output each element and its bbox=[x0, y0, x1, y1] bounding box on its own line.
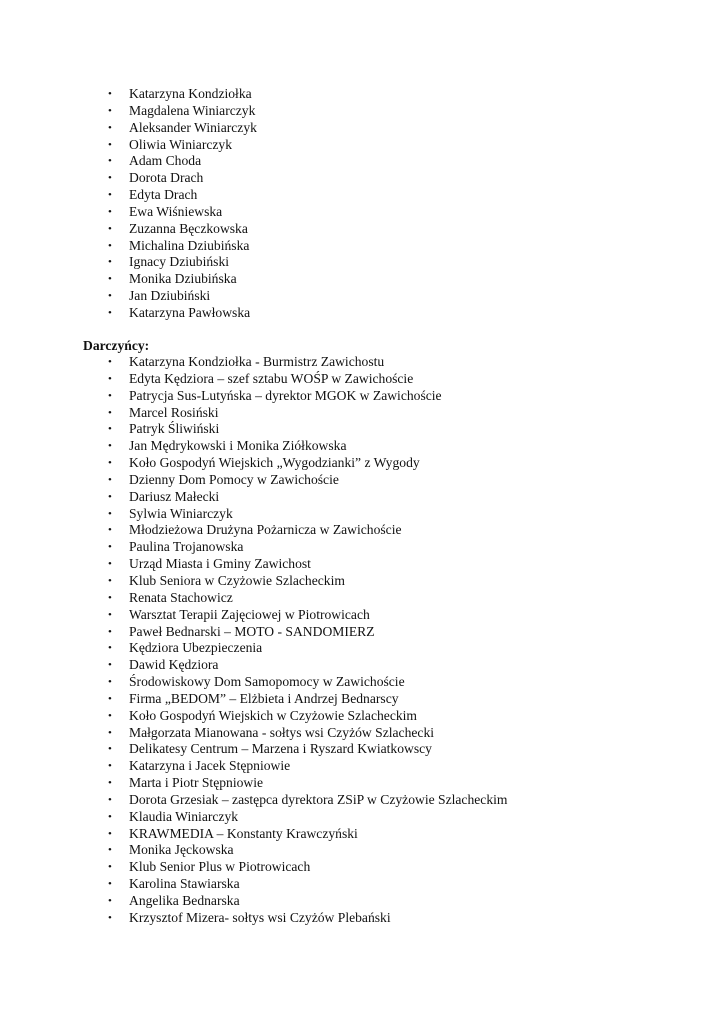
donor-item-text: Małgorzata Mianowana - sołtys wsi Czyżów Szlachecki bbox=[129, 724, 435, 740]
bullet-icon: • bbox=[108, 574, 112, 587]
participant-item bbox=[108, 288, 257, 305]
participant-item-text: Edyta Drach bbox=[129, 187, 198, 203]
participant-item bbox=[108, 187, 257, 204]
bullet-icon: • bbox=[108, 440, 112, 453]
bullet-icon: • bbox=[108, 524, 112, 537]
donor-item bbox=[108, 388, 507, 405]
bullet-icon: • bbox=[108, 642, 112, 655]
participant-item bbox=[108, 204, 257, 221]
donor-item-text: Dorota Grzesiak – zastępca dyrektora ZSiP w Czyżowie Szlacheckim bbox=[129, 791, 508, 807]
donor-item bbox=[108, 691, 507, 708]
donor-item bbox=[108, 741, 507, 758]
donor-item bbox=[108, 539, 507, 556]
donor-item-text: Paweł Bednarski – MOTO - SANDOMIERZ bbox=[129, 623, 375, 639]
participant-item bbox=[108, 170, 257, 187]
participant-item-text: Jan Dziubiński bbox=[129, 288, 211, 304]
donor-item bbox=[108, 573, 507, 590]
donor-item-text: Karolina Stawiarska bbox=[129, 876, 240, 892]
donor-item-text: Klub Senior Plus w Piotrowicach bbox=[129, 859, 311, 875]
bullet-icon: • bbox=[108, 189, 112, 202]
donor-item-text: Katarzyna i Jacek Stępniowie bbox=[129, 758, 291, 774]
donor-item-text: Marta i Piotr Stępniowie bbox=[129, 775, 264, 791]
bullet-icon: • bbox=[108, 709, 112, 722]
donor-item bbox=[108, 607, 507, 624]
donor-item bbox=[108, 775, 507, 792]
donor-item-text: Klaudia Winiarczyk bbox=[129, 808, 239, 824]
bullet-icon: • bbox=[108, 558, 112, 571]
donor-item-text: Dariusz Małecki bbox=[129, 488, 220, 504]
participant-item bbox=[108, 305, 257, 322]
participant-item-text: Katarzyna Kondziołka bbox=[129, 86, 252, 101]
participant-item-text: Michalina Dziubińska bbox=[129, 237, 250, 253]
bullet-icon: • bbox=[108, 457, 112, 470]
donor-item-text: KRAWMEDIA – Konstanty Krawczyński bbox=[129, 825, 358, 841]
bullet-icon: • bbox=[108, 88, 112, 100]
bullet-icon: • bbox=[108, 205, 112, 218]
donor-item-text: Środowiskowy Dom Samopomocy w Zawichoście bbox=[129, 674, 405, 690]
donor-item bbox=[108, 590, 507, 607]
bullet-icon: • bbox=[108, 810, 112, 823]
bullet-icon: • bbox=[108, 473, 112, 486]
bullet-icon: • bbox=[108, 256, 112, 269]
participant-item bbox=[108, 238, 257, 255]
donor-item-text: Koło Gospodyń Wiejskich w Czyżowie Szlacheckim bbox=[129, 707, 418, 723]
participant-item bbox=[108, 254, 257, 271]
participant-item-text: Ewa Wiśniewska bbox=[129, 203, 223, 219]
participant-item-text: Magdalena Winiarczyk bbox=[129, 102, 256, 118]
bullet-icon: • bbox=[108, 777, 112, 790]
participant-item bbox=[108, 271, 257, 288]
participant-item-text: Zuzanna Bęczkowska bbox=[129, 220, 248, 236]
donor-item-text: Marcel Rosiński bbox=[129, 404, 219, 420]
participant-item-text: Adam Choda bbox=[129, 153, 202, 169]
donor-item-text: Jan Mędrykowski i Monika Ziółkowska bbox=[129, 438, 347, 454]
donor-item-text: Warsztat Terapii Zajęciowej w Piotrowicach bbox=[129, 606, 370, 622]
bullet-icon: • bbox=[108, 878, 112, 891]
donor-item-text: Kędziora Ubezpieczenia bbox=[129, 640, 263, 656]
participant-item bbox=[108, 137, 257, 154]
bullet-icon: • bbox=[108, 743, 112, 756]
bullet-icon: • bbox=[108, 138, 112, 151]
donor-item bbox=[108, 438, 507, 455]
bullet-icon: • bbox=[108, 692, 112, 705]
bullet-icon: • bbox=[108, 625, 112, 638]
bullet-icon: • bbox=[108, 861, 112, 874]
donor-item-text: Paulina Trojanowska bbox=[129, 539, 244, 555]
donor-item-text: Klub Seniora w Czyżowie Szlacheckim bbox=[129, 572, 345, 588]
donor-item bbox=[108, 674, 507, 691]
bullet-icon: • bbox=[108, 155, 112, 168]
bullet-icon: • bbox=[108, 423, 112, 436]
participant-item-text: Monika Dziubińska bbox=[129, 271, 237, 287]
bullet-icon: • bbox=[108, 273, 112, 286]
participants-list bbox=[108, 86, 257, 322]
donor-item bbox=[108, 405, 507, 422]
bullet-icon: • bbox=[108, 372, 112, 385]
donor-item bbox=[108, 657, 507, 674]
participant-item-text: Ignacy Dziubiński bbox=[129, 254, 230, 270]
participant-item bbox=[108, 103, 257, 120]
participant-item-text: Aleksander Winiarczyk bbox=[129, 119, 257, 135]
bullet-icon: • bbox=[108, 121, 112, 134]
donor-item bbox=[108, 826, 507, 843]
bullet-icon: • bbox=[108, 676, 112, 689]
bullet-icon: • bbox=[108, 239, 112, 252]
donor-item-text: Patrycja Sus-Lutyńska – dyrektor MGOK w Zawichoście bbox=[129, 387, 442, 403]
donor-item-text: Sylwia Winiarczyk bbox=[129, 505, 233, 521]
bullet-icon: • bbox=[108, 591, 112, 604]
donor-item-text: Młodzieżowa Drużyna Pożarnicza w Zawichoście bbox=[129, 522, 402, 538]
donor-item bbox=[108, 758, 507, 775]
bullet-icon: • bbox=[108, 726, 112, 739]
bullet-icon: • bbox=[108, 608, 112, 621]
donor-item-text: Firma „BEDOM” – Elżbieta i Andrzej Bednarscy bbox=[129, 690, 399, 706]
donor-item bbox=[108, 506, 507, 523]
donor-item bbox=[108, 842, 507, 859]
participant-item-text: Katarzyna Pawłowska bbox=[129, 304, 251, 320]
donor-item bbox=[108, 421, 507, 438]
bullet-icon: • bbox=[108, 507, 112, 520]
donor-item-text: Angelika Bednarska bbox=[129, 893, 240, 908]
donor-item-text: Monika Jęckowska bbox=[129, 842, 234, 858]
participant-item-text: Oliwia Winiarczyk bbox=[129, 136, 233, 152]
participant-item bbox=[108, 120, 257, 137]
bullet-icon: • bbox=[108, 406, 112, 419]
donor-item bbox=[108, 640, 507, 657]
donor-item bbox=[108, 708, 507, 725]
donor-item-text: Edyta Kędziora – szef sztabu WOŚP w Zawichoście bbox=[129, 370, 414, 386]
donor-item bbox=[108, 354, 507, 371]
donor-item-text: Dzienny Dom Pomocy w Zawichoście bbox=[129, 471, 339, 487]
bullet-icon: • bbox=[108, 793, 112, 806]
donor-item-text: Katarzyna Kondziołka - Burmistrz Zawichostu bbox=[129, 354, 385, 369]
donor-item bbox=[108, 876, 507, 893]
donors-heading: Darczyńcy: bbox=[83, 338, 150, 353]
donor-item bbox=[108, 910, 507, 927]
bullet-icon: • bbox=[108, 306, 112, 319]
donor-item-text: Koło Gospodyń Wiejskich „Wygodzianki” z Wygody bbox=[129, 455, 420, 471]
donor-item bbox=[108, 371, 507, 388]
donor-item bbox=[108, 792, 507, 809]
bullet-icon: • bbox=[108, 541, 112, 554]
bullet-icon: • bbox=[108, 490, 112, 503]
donor-item bbox=[108, 624, 507, 641]
donor-item bbox=[108, 489, 507, 506]
donor-item-text: Krzysztof Mizera- sołtys wsi Czyżów Plebański bbox=[129, 909, 391, 925]
participant-item bbox=[108, 153, 257, 170]
participant-item bbox=[108, 86, 257, 103]
bullet-icon: • bbox=[108, 104, 112, 117]
participant-item-text: Dorota Drach bbox=[129, 170, 204, 186]
donor-item bbox=[108, 725, 507, 742]
bullet-icon: • bbox=[108, 389, 112, 402]
bullet-icon: • bbox=[108, 290, 112, 303]
donor-item bbox=[108, 809, 507, 826]
bullet-icon: • bbox=[108, 222, 112, 235]
donor-item bbox=[108, 859, 507, 876]
donor-item-text: Patryk Śliwiński bbox=[129, 421, 220, 437]
donor-item bbox=[108, 522, 507, 539]
donor-item bbox=[108, 893, 507, 910]
donor-item bbox=[108, 472, 507, 489]
bullet-icon: • bbox=[108, 844, 112, 857]
donor-item bbox=[108, 556, 507, 573]
participant-item bbox=[108, 221, 257, 238]
bullet-icon: • bbox=[108, 356, 112, 368]
bullet-icon: • bbox=[108, 827, 112, 840]
donor-item-text: Urząd Miasta i Gminy Zawichost bbox=[129, 556, 311, 572]
donor-item-text: Delikatesy Centrum – Marzena i Ryszard Kwiatkowscy bbox=[129, 741, 432, 757]
donor-item-text: Dawid Kędziora bbox=[129, 657, 219, 673]
donor-item bbox=[108, 455, 507, 472]
bullet-icon: • bbox=[108, 659, 112, 672]
bullet-icon: • bbox=[108, 895, 112, 907]
bullet-icon: • bbox=[108, 760, 112, 773]
bullet-icon: • bbox=[108, 172, 112, 185]
donors-list bbox=[108, 354, 507, 927]
donor-item-text: Renata Stachowicz bbox=[129, 589, 233, 605]
bullet-icon: • bbox=[108, 911, 112, 924]
